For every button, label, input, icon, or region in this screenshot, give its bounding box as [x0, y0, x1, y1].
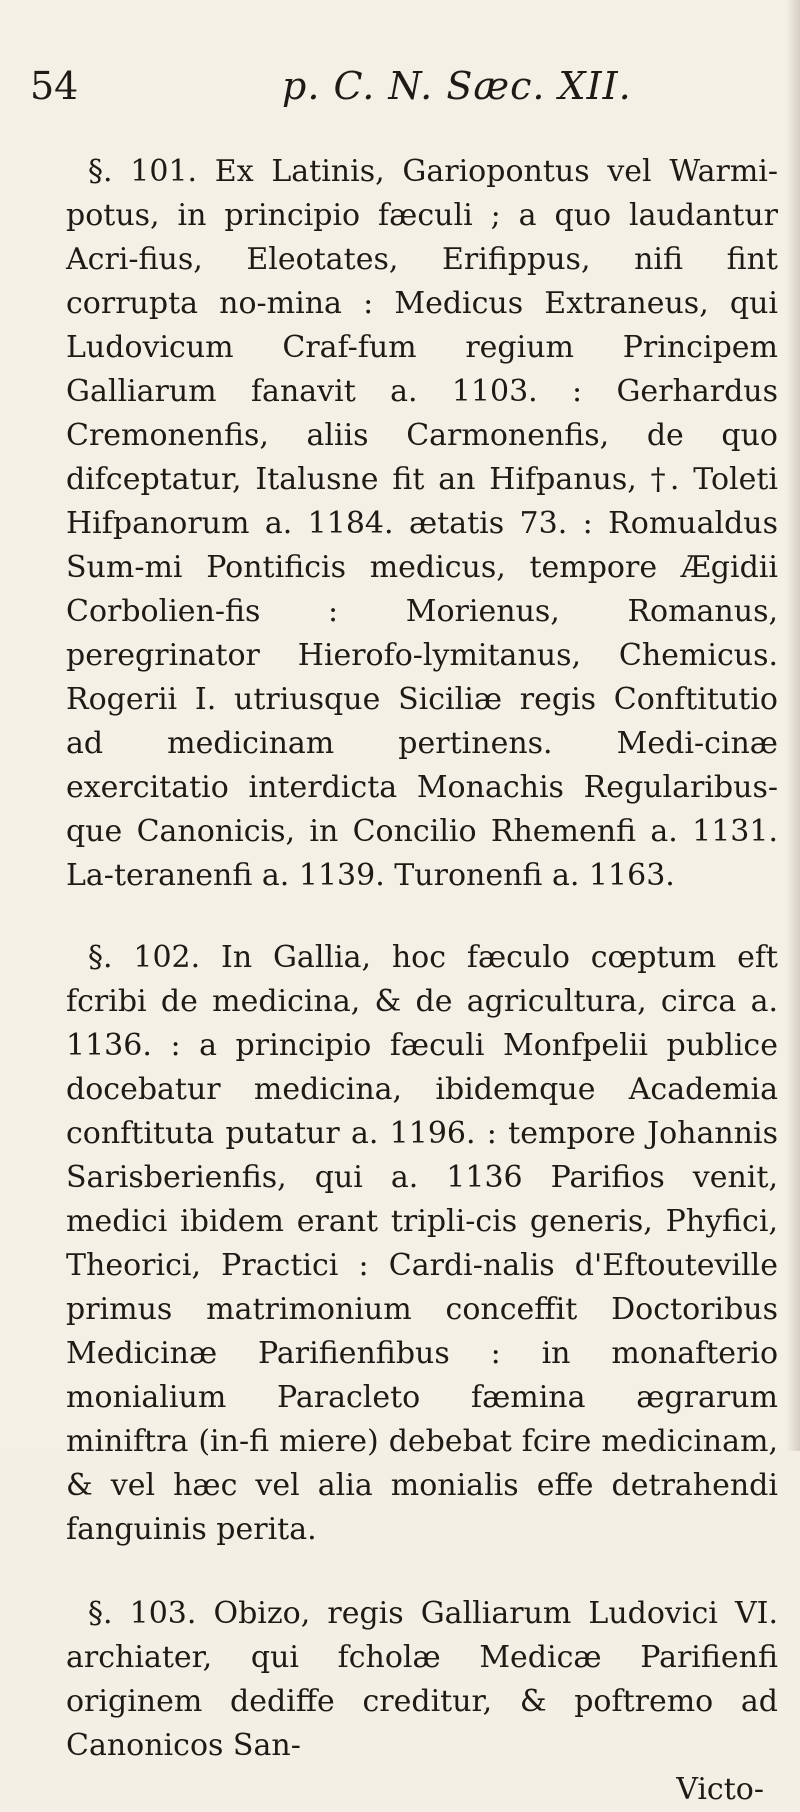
catchword: Victo-: [676, 1772, 764, 1807]
body-text: [66, 150, 778, 1812]
catchword-line: [66, 1768, 778, 1812]
paragraph-101: §. 101. Ex Latinis, Gariopontus vel Warmi-potus, in principio fæculi ; a quo laudantur Acri-fius, Eleotates, Erifippus, nifi fint corrupta no-mina : Medicus Extraneus, qui Ludovicum Craf-fum regium Principem Galliarum fanavit a. 1103. : Gerhardus Cremonenfis, aliis Carmonenfis, de quo difceptatur, Italusne fit an Hifpanus, †. Toleti Hifpanorum a. 1184. ætatis 73. : Romualdus Sum-mi Pontificis medicus, tempore Ægidii Corbolien-fis : Morienus, Romanus, peregrinator Hierofo-lymitanus, Chemicus. Rogerii I. utriusque Siciliæ regis Conftitutio ad medicinam pertinens. Medi-cinæ exercitatio interdicta Monachis Regularibus-que Canonicis, in Concilio Rhemenfi a. 1131. La-teranenfi a. 1139. Turonenfi a. 1163.: [66, 154, 778, 893]
page-header: [30, 62, 770, 110]
running-head: p. C. N. Sæc. XII.: [282, 64, 632, 108]
paragraph-103: §. 103. Obizo, regis Galliarum Ludovici VI. archiater, qui fcholæ Medicæ Parifienfi originem dediffe creditur, & poftremo ad Canonicos San-: [66, 1596, 778, 1763]
paragraph-102: §. 102. In Gallia, hoc fæculo cœptum eft fcribi de medicina, & de agricultura, circa a. 1136. : a principio fæculi Monfpelii publice docebatur medicina, ibidemque Academia conftituta putatur a. 1196. : tempore Johannis Sarisberienfis, qui a. 1136 Parifios venit, medici ibidem erant tripli-cis generis, Phyfici, Theorici, Practici : Cardi-nalis d'Eftouteville primus matrimonium conceffit Doctoribus Medicinæ Parifienfibus : in monafterio monialium Paracleto fæmina ægrarum miniftra (in-fi miere) debebat fcire medicinam, & vel hæc vel alia monialis effe detrahendi fanguinis perita.: [66, 940, 778, 1547]
page-edge-shadow: [786, 0, 800, 1451]
page-number: 54: [30, 64, 79, 108]
